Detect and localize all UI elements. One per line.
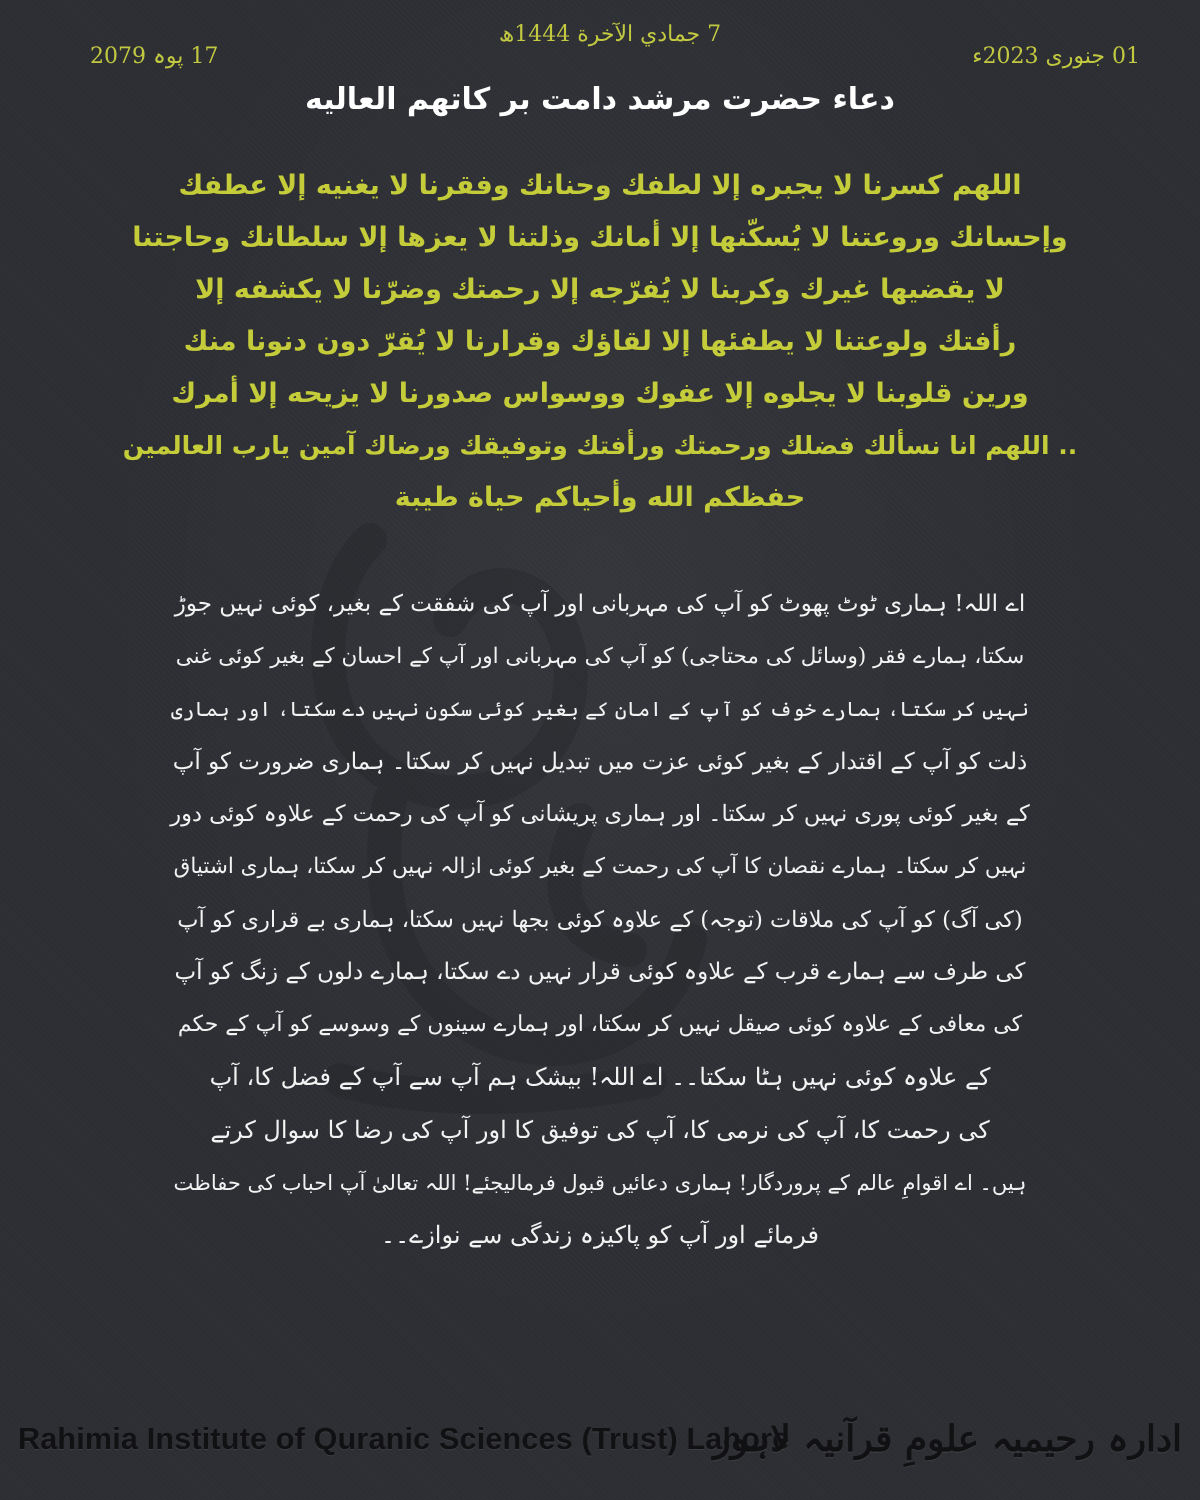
date-bikrami: 17 پوہ 2079 (90, 44, 219, 69)
urdu-line: کی طرف سے ہمارے قرب کے علاوہ کوئی قرار نہیں دے سکتا، ہمارے دلوں کے زنگ کو آپ (174, 959, 1026, 986)
arabic-line: .. اللهم انا نسألك فضلك ورحمتك ورأفتك وتوفيقك ورضاك آمين يارب العالمين (122, 431, 1078, 460)
arabic-line: حفظكم الله وأحياكم حياة طيبة (394, 482, 806, 513)
urdu-line: اے اللہ! ہماری ٹوٹ پھوٹ کو آپ کی مہربانی اور آپ کی شفقت کے بغیر، کوئی نہیں جوڑ (174, 591, 1026, 617)
institute-logo-urdu: ادارہ رحیمیہ علومِ قرآنیہ لاہور (713, 1418, 1182, 1460)
urdu-translation (170, 578, 1030, 1262)
urdu-line: نہیں کر سکتا۔ ہمارے نقصان کا آپ کی رحمت کے بغیر کوئی ازالہ نہیں کر سکتا، ہماری اشتیاق (173, 853, 1027, 879)
arabic-line: ورين قلوبنا لا يجلوه إلا عفوك ووسواس صدورنا لا يزيحه إلا أمرك (171, 378, 1029, 409)
urdu-line: کے بغیر کوئی پوری نہیں کر سکتا۔ اور ہماری پریشانی کو آپ کی رحمت کے علاوہ کوئی دور (170, 801, 1030, 828)
date-row (80, 22, 1140, 82)
urdu-line: ہیں۔ اے اقوامِ عالم کے پروردگار! ہماری دعائیں قبول فرمالیجئے! اللہ تعالیٰ آپ احباب کی حفاظت (173, 1170, 1027, 1195)
urdu-line: کے علاوہ کوئی نہیں ہٹا سکتا۔۔ اے اللہ! بیشک ہم آپ سے آپ کے فضل کا، آپ (209, 1063, 991, 1092)
arabic-line: وإحسانك وروعتنا لا يُسكّنها إلا أمانك وذلتنا لا يعزها إلا سلطانك وحاجتنا (132, 222, 1068, 253)
urdu-line: سکتا، ہمارے فقر (وسائل کی محتاجی) کو آپ کی مہربانی اور آپ کے احسان کے بغیر کوئی غنی (175, 643, 1025, 669)
footer-branding (18, 1418, 1182, 1478)
arabic-line: اللهم كسرنا لا يجبره إلا لطفك وحنانك وفقرنا لا يغنيه إلا عطفك (178, 170, 1022, 201)
urdu-line: (کی آگ) کو آپ کی ملاقات (توجہ) کے علاوہ کوئی بجھا نہیں سکتا، ہماری بے قراری کو آپ (177, 906, 1023, 933)
date-gregorian: 01 جنوری 2023ء (972, 44, 1140, 69)
urdu-line: نہیں کر سکتا، ہمارے خوف کو آپ کے امان کے بغیر کوئی سکون نہیں دے سکتا، اور ہماری (170, 697, 1030, 722)
urdu-line: کی معافی کے علاوہ کوئی صیقل نہیں کر سکتا، اور ہمارے سینوں کے وسوسے کو آپ کے حکم (177, 1011, 1023, 1037)
urdu-line: کی رحمت کا، آپ کی نرمی کا، آپ کی توفیق کا اور آپ کی رضا کا سوال کرتے (210, 1115, 990, 1144)
arabic-dua (120, 160, 1080, 524)
arabic-line: رأفتك ولوعتنا لا يطفئها إلا لقاؤك وقرارنا لا يُقرّ دون دنونا منك (183, 326, 1017, 357)
date-hijri: 7 جمادي الآخرة 1444ھ (498, 22, 722, 47)
arabic-line: لا يقضيها غيرك وكربنا لا يُفرّجه إلا رحمتك وضرّنا لا يكشفه إلا (195, 274, 1005, 305)
institute-name-english: Rahimia Institute of Quranic Sciences (Trust) Lahore (18, 1422, 790, 1456)
urdu-line: فرمائے اور آپ کو پاکیزہ زندگی سے نوازے۔۔ (381, 1221, 819, 1250)
urdu-line: ذلت کو آپ کے اقتدار کے بغیر کوئی عزت میں تبدیل نہیں کر سکتا۔ ہماری ضرورت کو آپ (172, 748, 1028, 775)
page-title: دعاء حضرت مرشد دامت بر کاتھم العالیه (305, 82, 895, 117)
